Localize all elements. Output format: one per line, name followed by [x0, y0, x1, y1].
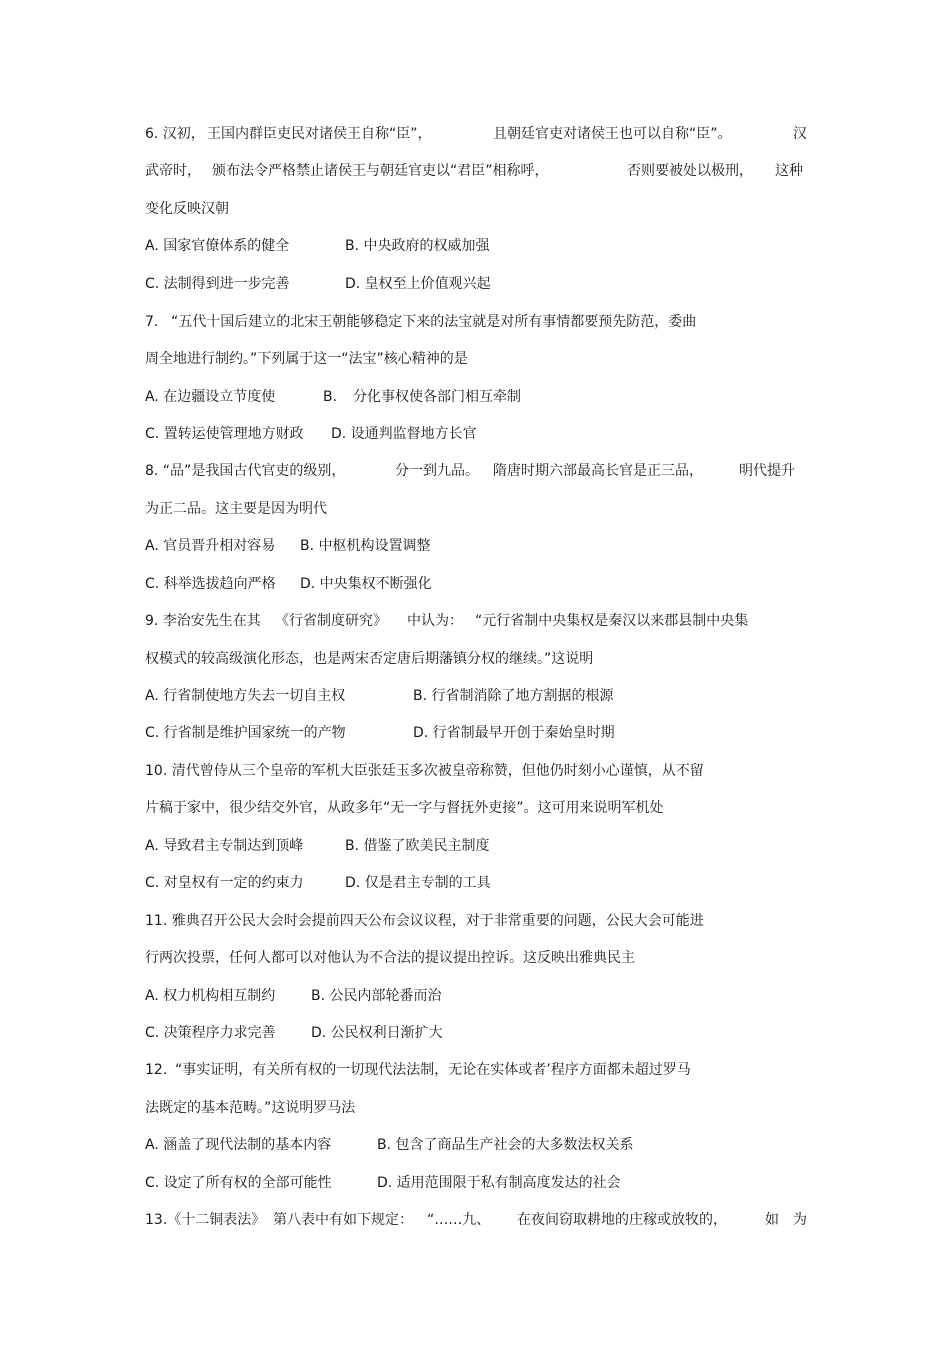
stem-segment: 9. 李治安先生在其 — [145, 613, 261, 629]
option-d[interactable]: D. 公民权利日渐扩大 — [311, 1025, 443, 1041]
stem-segment: 11. 雅典召开公民大会时会提前四天公布会议议程，对于非常重要的问题，公民大会可能进 — [145, 913, 704, 929]
stem-segment: 权模式的较高级演化形态，也是两宋否定唐后期藩镇分权的继续。”这说明 — [145, 651, 594, 667]
option-b[interactable]: B. 包含了商品生产社会的大多数法权关系 — [377, 1137, 634, 1153]
option-b-text[interactable]: 分化事权使各部门相互牵制 — [353, 389, 521, 405]
stem-segment: 否则要被处以极刑， — [627, 163, 753, 179]
stem-segment: 为正二品。这主要是因为明代 — [145, 501, 327, 517]
option-c[interactable]: C. 置转运使管理地方财政 — [145, 426, 304, 442]
option-a[interactable]: A. 国家官僚体系的健全 — [145, 238, 290, 254]
option-b[interactable]: B. 公民内部轮番而治 — [311, 988, 442, 1004]
stem-segment: 王国内群臣吏民对诸侯王自称“臣”， — [207, 126, 432, 142]
option-b[interactable]: B. 行省制消除了地方割据的根源 — [413, 688, 614, 704]
stem-segment: 武帝时， — [145, 163, 201, 179]
stem-segment: 第八表中有如下规定： — [273, 1212, 413, 1228]
option-a[interactable]: A. 行省制使地方失去一切自主权 — [145, 688, 346, 704]
option-d[interactable]: D. 设通判监督地方长官 — [331, 426, 477, 442]
option-d[interactable]: D. 皇权至上价值观兴起 — [345, 276, 491, 292]
stem-segment: “事实证明，有关所有权的一切现代法法制，无论在实体或者’程序方面都未超过罗马 — [175, 1062, 691, 1078]
stem-segment: 周全地进行制约。”下列属于这一“法宝”核心精神的是 — [145, 351, 468, 367]
stem-segment: 6. 汉初， — [145, 126, 205, 142]
stem-segment: 13.《十二铜表法》 — [145, 1212, 266, 1228]
stem-segment: “……九、 — [427, 1212, 491, 1228]
stem-segment: 为 — [793, 1212, 807, 1228]
option-b[interactable]: B. 中央政府的权威加强 — [345, 238, 490, 254]
stem-segment: 8. “品”是我国古代官吏的级别， — [145, 463, 346, 479]
option-a[interactable]: A. 导致君主专制达到顶峰 — [145, 838, 304, 854]
stem-segment: 中认为： — [407, 613, 463, 629]
stem-segment: 这种 — [775, 163, 803, 179]
stem-segment: 明代提升 — [739, 463, 795, 479]
stem-segment: 隋唐时期六部最高长官是正三品， — [493, 463, 703, 479]
stem-segment: 片稿于家中，很少结交外官，从政多年“无一字与督抚外吏接”。这可用来说明军机处 — [145, 800, 664, 816]
option-d[interactable]: D. 仅是君主专制的工具 — [345, 875, 491, 891]
stem-segment: “五代十国后建立的北宋王朝能够稳定下来的法宝就是对所有事情都要预先防范，委曲 — [171, 314, 697, 330]
option-a[interactable]: A. 涵盖了现代法制的基本内容 — [145, 1137, 332, 1153]
stem-segment: 颁布法令严格禁止诸侯王与朝廷官吏以“君臣”相称呼， — [212, 163, 549, 179]
stem-segment: “元行省制中央集权是秦汉以来郡县制中央集 — [475, 613, 749, 629]
stem-segment: 如 — [765, 1212, 779, 1228]
stem-segment: 变化反映汉朝 — [145, 201, 229, 217]
option-d[interactable]: D. 行省制最早开创于秦始皇时期 — [413, 725, 615, 741]
option-d[interactable]: D. 中央集权不断强化 — [300, 576, 432, 592]
option-a[interactable]: A. 官员晋升相对容易 — [145, 538, 276, 554]
stem-segment: 在夜间窃取耕地的庄稼或放牧的， — [517, 1212, 727, 1228]
option-c[interactable]: C. 科举选拔趋向严格 — [145, 576, 276, 592]
option-b[interactable]: B. 中枢机构设置调整 — [300, 538, 431, 554]
option-d[interactable]: D. 适用范围限于私有制高度发达的社会 — [377, 1175, 621, 1191]
stem-segment: 行两次投票，任何人都可以对他认为不合法的提议提出控诉。这反映出雅典民主 — [145, 950, 635, 966]
option-c[interactable]: C. 对皇权有一定的约束力 — [145, 875, 304, 891]
stem-segment: 7. — [145, 314, 159, 330]
stem-segment: 12. — [145, 1062, 168, 1078]
stem-segment: 且朝廷官吏对诸侯王也可以自称“臣”。 — [493, 126, 732, 142]
option-b-letter[interactable]: B. — [323, 389, 338, 405]
option-c[interactable]: C. 行省制是维护国家统一的产物 — [145, 725, 346, 741]
stem-segment: 分一到九品。 — [395, 463, 479, 479]
stem-segment: 汉 — [793, 126, 807, 142]
option-a[interactable]: A. 权力机构相互制约 — [145, 988, 276, 1004]
stem-segment: 法既定的基本范畴。”这说明罗马法 — [145, 1100, 356, 1116]
option-c[interactable]: C. 设定了所有权的全部可能性 — [145, 1175, 332, 1191]
stem-segment: 10. 清代曾侍从三个皇帝的军机大臣张廷玉多次被皇帝称赞，但他仍时刻小心谨慎，从不留 — [145, 763, 704, 779]
option-a[interactable]: A. 在边疆设立节度使 — [145, 389, 276, 405]
option-c[interactable]: C. 决策程序力求完善 — [145, 1025, 276, 1041]
option-b[interactable]: B. 借鉴了欧美民主制度 — [345, 838, 490, 854]
option-c[interactable]: C. 法制得到进一步完善 — [145, 276, 290, 292]
stem-segment: 《行省制度研究》 — [275, 613, 387, 629]
